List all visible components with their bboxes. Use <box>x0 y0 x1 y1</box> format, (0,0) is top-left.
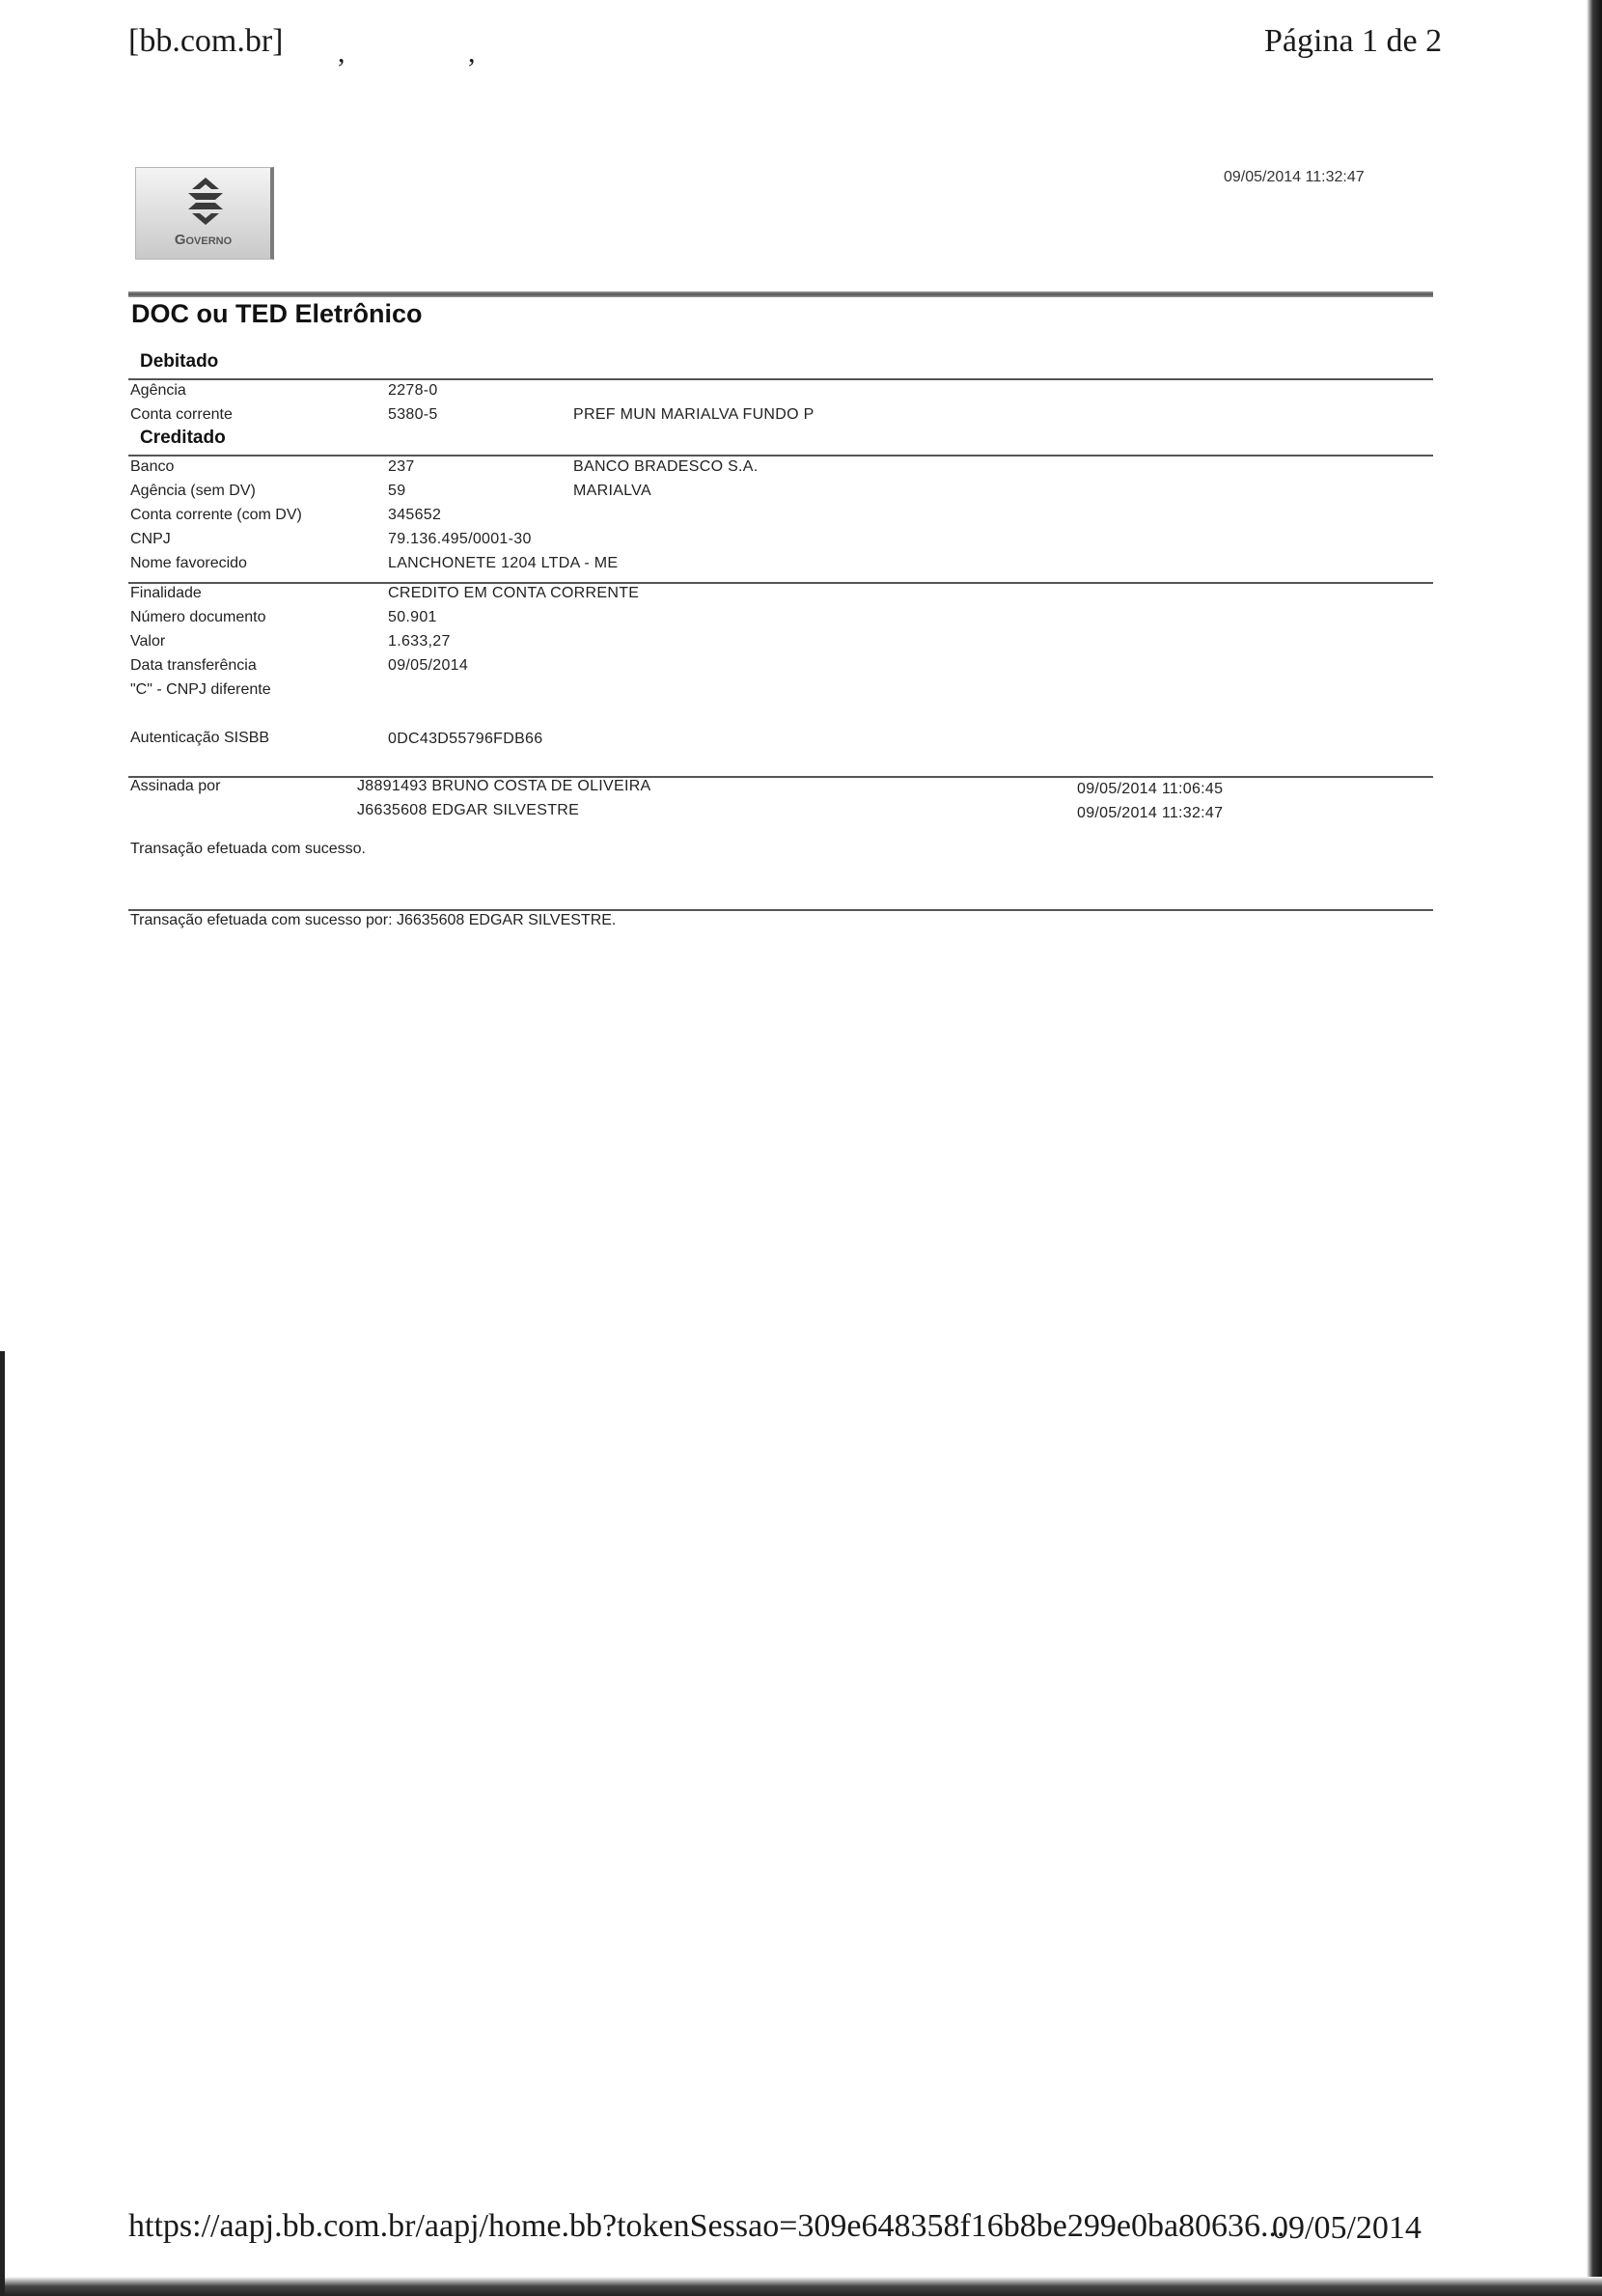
footer-date: 09/05/2014 <box>1272 2210 1422 2246</box>
field-label-favorecido: Nome favorecido <box>130 555 247 571</box>
scan-edge-right <box>1587 0 1602 2296</box>
divider <box>128 582 1433 584</box>
field-label-cnpj: CNPJ <box>130 531 171 547</box>
header-page-number: Página 1 de 2 <box>1264 23 1443 59</box>
field-value-autenticacao: 0DC43D55796FDB66 <box>388 731 543 747</box>
divider <box>128 455 1433 456</box>
signer-name: J6635608 EDGAR SILVESTRE <box>357 802 580 818</box>
field-value-cnpj: 79.136.495/0001-30 <box>388 531 532 547</box>
field-label-agencia-credito: Agência (sem DV) <box>130 483 256 499</box>
field-value-numero-documento: 50.901 <box>388 609 437 625</box>
footer-url: https://aapj.bb.com.br/aapj/home.bb?tokenSessao=309e648358f16b8be299e0ba80636... <box>128 2208 1285 2244</box>
field-value-banco: 237 <box>388 458 415 475</box>
field-label-autenticacao: Autenticação SISBB <box>130 730 270 746</box>
page-title: DOC ou TED Eletrônico <box>131 299 423 328</box>
status-message-final: Transação efetuada com sucesso por: J6635608 EDGAR SILVESTRE. <box>130 912 617 928</box>
field-value-agencia-nome: MARIALVA <box>573 483 651 499</box>
field-value-valor: 1.633,27 <box>388 633 451 650</box>
field-label-conta: Conta corrente <box>130 406 233 423</box>
field-value-agencia: 2278-0 <box>388 382 438 399</box>
title-rule <box>128 291 1433 297</box>
divider <box>128 776 1433 778</box>
field-label-numero-documento: Número documento <box>130 609 266 625</box>
header-source: [bb.com.br] <box>128 23 284 59</box>
field-label-finalidade: Finalidade <box>130 585 202 601</box>
field-value-conta: 5380-5 <box>388 406 438 423</box>
field-value-data-transferencia: 09/05/2014 <box>388 657 469 674</box>
print-timestamp: 09/05/2014 11:32:47 <box>1224 169 1365 185</box>
field-note-cnpj-diferente: "C" - CNPJ diferente <box>130 681 271 698</box>
scan-edge-left <box>0 1351 5 2296</box>
field-value-finalidade: CREDITO EM CONTA CORRENTE <box>388 585 640 601</box>
signer-name: J8891493 BRUNO COSTA DE OLIVEIRA <box>357 778 651 794</box>
bb-logo-icon <box>179 176 233 226</box>
field-value-banco-nome: BANCO BRADESCO S.A. <box>573 458 759 475</box>
header-marks: , , <box>338 37 534 69</box>
field-value-agencia-credito: 59 <box>388 483 406 499</box>
field-label-assinada-por: Assinada por <box>130 778 221 794</box>
section-creditado-heading: Creditado <box>140 428 226 448</box>
field-label-valor: Valor <box>130 633 166 650</box>
field-label-agencia: Agência <box>130 382 186 399</box>
field-value-conta-credito: 345652 <box>388 507 442 523</box>
field-label-data-transferencia: Data transferência <box>130 657 257 674</box>
divider <box>128 909 1433 911</box>
signer-timestamp: 09/05/2014 11:32:47 <box>1077 805 1224 821</box>
logo-label: Governo <box>174 232 233 248</box>
status-message: Transação efetuada com sucesso. <box>130 841 366 857</box>
field-label-banco: Banco <box>130 458 175 475</box>
field-label-conta-credito: Conta corrente (com DV) <box>130 507 302 523</box>
divider <box>128 378 1433 380</box>
field-value-favorecido: LANCHONETE 1204 LTDA - ME <box>388 555 619 571</box>
scan-edge-bottom <box>0 2277 1602 2296</box>
section-debitado-heading: Debitado <box>140 351 219 372</box>
signer-timestamp: 09/05/2014 11:06:45 <box>1077 781 1224 797</box>
bb-governo-logo <box>135 167 274 260</box>
field-value-titular: PREF MUN MARIALVA FUNDO P <box>573 406 815 423</box>
